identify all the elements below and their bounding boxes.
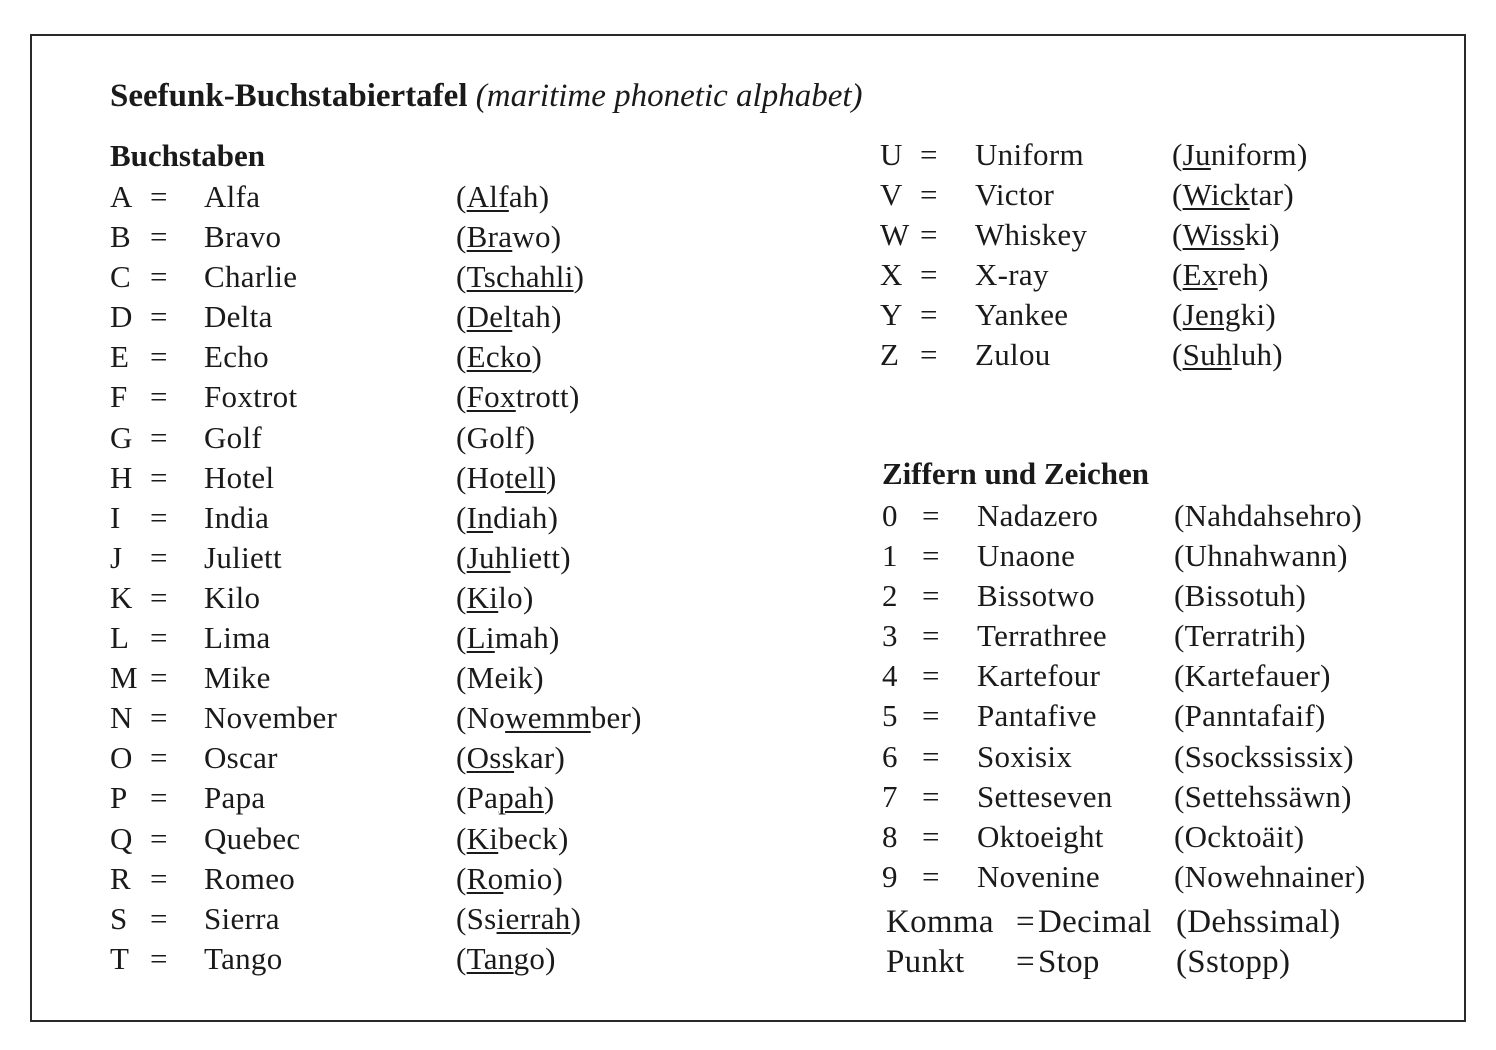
table-row bbox=[880, 576, 1440, 616]
row-equals: = bbox=[922, 658, 940, 694]
row-key: 8 bbox=[882, 818, 898, 854]
row-equals: = bbox=[150, 900, 168, 936]
table-row bbox=[110, 658, 730, 698]
row-equals: = bbox=[150, 459, 168, 495]
row-equals: = bbox=[922, 498, 940, 533]
row-pronunciation: (Ssockssissix) bbox=[1174, 738, 1354, 774]
row-key: W bbox=[880, 217, 910, 253]
row-word: Oscar bbox=[204, 740, 278, 776]
table-row bbox=[880, 777, 1440, 817]
row-pronunciation: (Ocktoäit) bbox=[1174, 818, 1305, 854]
row-word: Oktoeight bbox=[977, 818, 1104, 854]
row-pronunciation: (Deltah) bbox=[456, 299, 562, 335]
row-pronunciation: (Exreh) bbox=[1172, 257, 1269, 293]
table-row bbox=[110, 618, 730, 658]
table-row bbox=[880, 255, 1440, 295]
table-row bbox=[110, 257, 730, 297]
row-word: Zulou bbox=[975, 337, 1051, 373]
row-equals: = bbox=[920, 217, 938, 253]
row-pronunciation: (Panntafaif) bbox=[1174, 698, 1326, 734]
row-pronunciation: (Uhnahwann) bbox=[1174, 538, 1348, 574]
row-word: Decimal bbox=[1038, 904, 1152, 940]
row-pronunciation: (Wisski) bbox=[1172, 217, 1280, 253]
row-key: 0 bbox=[882, 498, 898, 533]
row-pronunciation: (Nowehnainer) bbox=[1174, 858, 1366, 894]
row-key: M bbox=[110, 660, 138, 696]
table-row bbox=[880, 737, 1440, 777]
row-pronunciation: (Tango) bbox=[456, 940, 556, 976]
table-row bbox=[110, 939, 730, 979]
table-row bbox=[110, 538, 730, 578]
row-key: O bbox=[110, 740, 133, 776]
row-key: L bbox=[110, 620, 130, 656]
row-word: Alfa bbox=[204, 179, 261, 214]
row-word: Bravo bbox=[204, 219, 282, 255]
signs-list bbox=[886, 902, 1446, 982]
row-equals: = bbox=[150, 780, 168, 816]
row-pronunciation: (Brawo) bbox=[456, 219, 562, 255]
page-title bbox=[110, 78, 863, 115]
letters-heading: Buchstaben bbox=[110, 138, 266, 173]
row-equals: = bbox=[920, 137, 938, 172]
table-row bbox=[880, 696, 1440, 736]
table-row bbox=[110, 899, 730, 939]
row-word: Terrathree bbox=[977, 618, 1107, 654]
row-key: H bbox=[110, 459, 133, 495]
row-key: X bbox=[880, 257, 903, 293]
row-equals: = bbox=[150, 299, 168, 335]
row-key: I bbox=[110, 499, 121, 535]
letters-list bbox=[110, 177, 730, 979]
row-word: Bissotwo bbox=[977, 578, 1095, 614]
table-row bbox=[880, 175, 1440, 215]
title-subtitle: (maritime phonetic alphabet) bbox=[475, 78, 863, 114]
row-word: Juliett bbox=[204, 539, 282, 575]
row-pronunciation: (Nowemmber) bbox=[456, 700, 642, 736]
row-pronunciation: (Indiah) bbox=[456, 499, 559, 535]
row-word: India bbox=[204, 499, 270, 535]
table-row bbox=[880, 135, 1440, 175]
row-key: 7 bbox=[882, 778, 898, 814]
row-equals: = bbox=[922, 618, 940, 654]
row-pronunciation: (Ssierrah) bbox=[456, 900, 582, 936]
row-key: 2 bbox=[882, 578, 898, 614]
table-row bbox=[110, 819, 730, 859]
row-pronunciation: (Meik) bbox=[456, 660, 544, 696]
table-row bbox=[110, 177, 730, 217]
row-key: Punkt bbox=[886, 944, 965, 981]
row-word: Golf bbox=[204, 419, 263, 455]
row-key: E bbox=[110, 339, 130, 375]
row-equals: = bbox=[150, 660, 168, 696]
row-key: N bbox=[110, 700, 133, 736]
row-equals: = bbox=[922, 778, 940, 814]
table-row bbox=[110, 738, 730, 778]
row-pronunciation: (Juniform) bbox=[1172, 137, 1308, 172]
row-word: Hotel bbox=[204, 459, 275, 495]
row-word: Delta bbox=[204, 299, 273, 335]
row-equals: = bbox=[150, 940, 168, 976]
row-key: 6 bbox=[882, 738, 898, 774]
row-word: Novenine bbox=[977, 858, 1100, 894]
row-word: Stop bbox=[1038, 944, 1100, 981]
table-row bbox=[880, 616, 1440, 656]
row-pronunciation: (Kibeck) bbox=[456, 820, 569, 856]
row-word: Whiskey bbox=[975, 217, 1088, 253]
row-word: Kilo bbox=[204, 579, 261, 615]
row-key: D bbox=[110, 299, 133, 335]
row-equals: = bbox=[150, 820, 168, 856]
row-key: A bbox=[110, 179, 133, 214]
row-word: Mike bbox=[204, 660, 271, 696]
row-key: 9 bbox=[882, 858, 898, 894]
row-key: 1 bbox=[882, 538, 898, 574]
row-pronunciation: (Terratrih) bbox=[1174, 618, 1306, 654]
row-equals: = bbox=[150, 740, 168, 776]
row-pronunciation: (Bissotuh) bbox=[1174, 578, 1307, 614]
row-equals: = bbox=[922, 738, 940, 774]
table-row bbox=[880, 817, 1440, 857]
table-row bbox=[110, 217, 730, 257]
table-row bbox=[110, 297, 730, 337]
row-word: Nadazero bbox=[977, 498, 1099, 533]
row-key: Z bbox=[880, 337, 900, 373]
digits-heading: Ziffern und Zeichen bbox=[882, 456, 1149, 491]
row-equals: = bbox=[922, 698, 940, 734]
row-equals: = bbox=[150, 179, 168, 214]
row-pronunciation: (Golf) bbox=[456, 419, 536, 455]
table-row bbox=[110, 418, 730, 458]
table-row bbox=[110, 498, 730, 538]
row-word: Yankee bbox=[975, 297, 1069, 333]
row-word: Echo bbox=[204, 339, 269, 375]
row-key: G bbox=[110, 419, 133, 455]
row-key: T bbox=[110, 940, 130, 976]
row-equals: = bbox=[150, 219, 168, 255]
row-key: V bbox=[880, 177, 903, 213]
row-equals: = bbox=[922, 858, 940, 894]
row-key: S bbox=[110, 900, 128, 936]
row-word: Sierra bbox=[204, 900, 280, 936]
row-pronunciation: (Romio) bbox=[456, 860, 564, 896]
row-equals: = bbox=[920, 337, 938, 373]
table-row bbox=[880, 496, 1440, 536]
table-row bbox=[110, 578, 730, 618]
table-row bbox=[886, 942, 1446, 982]
row-equals: = bbox=[922, 818, 940, 854]
table-row bbox=[110, 337, 730, 377]
title-main: Seefunk-Buchstabiertafel bbox=[110, 78, 468, 114]
row-word: November bbox=[204, 700, 338, 736]
row-pronunciation: (Kartefauer) bbox=[1174, 658, 1331, 694]
row-equals: = bbox=[922, 578, 940, 614]
row-equals: = bbox=[150, 579, 168, 615]
table-row bbox=[886, 902, 1446, 942]
row-key: F bbox=[110, 379, 128, 415]
row-pronunciation: (Kilo) bbox=[456, 579, 534, 615]
row-key: P bbox=[110, 780, 128, 816]
row-pronunciation: (Ecko) bbox=[456, 339, 543, 375]
row-word: Unaone bbox=[977, 538, 1076, 574]
row-key: C bbox=[110, 259, 131, 295]
row-pronunciation: (Hotell) bbox=[456, 459, 557, 495]
row-key: 5 bbox=[882, 698, 898, 734]
table-row bbox=[110, 859, 730, 899]
row-equals: = bbox=[150, 339, 168, 375]
row-word: Pantafive bbox=[977, 698, 1097, 734]
digits-list bbox=[880, 496, 1440, 897]
table-row bbox=[110, 698, 730, 738]
row-equals: = bbox=[150, 539, 168, 575]
row-equals: = bbox=[150, 860, 168, 896]
row-word: Setteseven bbox=[977, 778, 1113, 814]
row-pronunciation: (Foxtrott) bbox=[456, 379, 580, 415]
table-row bbox=[880, 656, 1440, 696]
row-pronunciation: (Wicktar) bbox=[1172, 177, 1294, 213]
table-row bbox=[880, 536, 1440, 576]
row-word: Foxtrot bbox=[204, 379, 298, 415]
row-equals: = bbox=[1016, 904, 1035, 940]
row-key: R bbox=[110, 860, 131, 896]
row-word: X-ray bbox=[975, 257, 1049, 293]
row-word: Uniform bbox=[975, 137, 1084, 172]
row-word: Romeo bbox=[204, 860, 296, 896]
row-word: Lima bbox=[204, 620, 271, 656]
row-pronunciation: (Papah) bbox=[456, 780, 555, 816]
row-key: Y bbox=[880, 297, 903, 333]
table-row bbox=[880, 857, 1440, 897]
row-equals: = bbox=[150, 259, 168, 295]
letters-right-list bbox=[880, 135, 1440, 376]
row-equals: = bbox=[150, 379, 168, 415]
row-key: Q bbox=[110, 820, 133, 856]
table-row bbox=[110, 458, 730, 498]
row-key: 3 bbox=[882, 618, 898, 654]
row-equals: = bbox=[150, 499, 168, 535]
row-equals: = bbox=[150, 700, 168, 736]
table-row bbox=[110, 778, 730, 818]
row-key: K bbox=[110, 579, 133, 615]
row-pronunciation: (Limah) bbox=[456, 620, 560, 656]
row-equals: = bbox=[150, 419, 168, 455]
row-key: Komma bbox=[886, 904, 994, 940]
table-row bbox=[880, 335, 1440, 375]
table-row bbox=[110, 377, 730, 417]
row-word: Kartefour bbox=[977, 658, 1101, 694]
row-pronunciation: (Sstopp) bbox=[1176, 944, 1291, 981]
row-equals: = bbox=[920, 257, 938, 293]
table-row bbox=[880, 295, 1440, 335]
row-key: 4 bbox=[882, 658, 898, 694]
row-equals: = bbox=[1016, 944, 1035, 981]
row-equals: = bbox=[920, 297, 938, 333]
row-equals: = bbox=[150, 620, 168, 656]
row-word: Charlie bbox=[204, 259, 298, 295]
row-key: B bbox=[110, 219, 131, 255]
row-word: Papa bbox=[204, 780, 266, 816]
row-pronunciation: (Juhliett) bbox=[456, 539, 571, 575]
row-word: Quebec bbox=[204, 820, 301, 856]
row-pronunciation: (Jengki) bbox=[1172, 297, 1276, 333]
table-row bbox=[880, 215, 1440, 255]
row-pronunciation: (Nahdahsehro) bbox=[1174, 498, 1363, 533]
row-pronunciation: (Dehssimal) bbox=[1176, 904, 1341, 940]
row-equals: = bbox=[920, 177, 938, 213]
row-pronunciation: (Suhluh) bbox=[1172, 337, 1283, 373]
row-word: Victor bbox=[975, 177, 1055, 213]
row-key: U bbox=[880, 137, 903, 172]
row-pronunciation: (Tschahli) bbox=[456, 259, 585, 295]
row-pronunciation: (Settehssäwn) bbox=[1174, 778, 1352, 814]
row-word: Soxisix bbox=[977, 738, 1073, 774]
row-equals: = bbox=[922, 538, 940, 574]
row-pronunciation: (Osskar) bbox=[456, 740, 566, 776]
row-word: Tango bbox=[204, 940, 283, 976]
row-key: J bbox=[110, 539, 123, 575]
row-pronunciation: (Alfah) bbox=[456, 179, 550, 214]
